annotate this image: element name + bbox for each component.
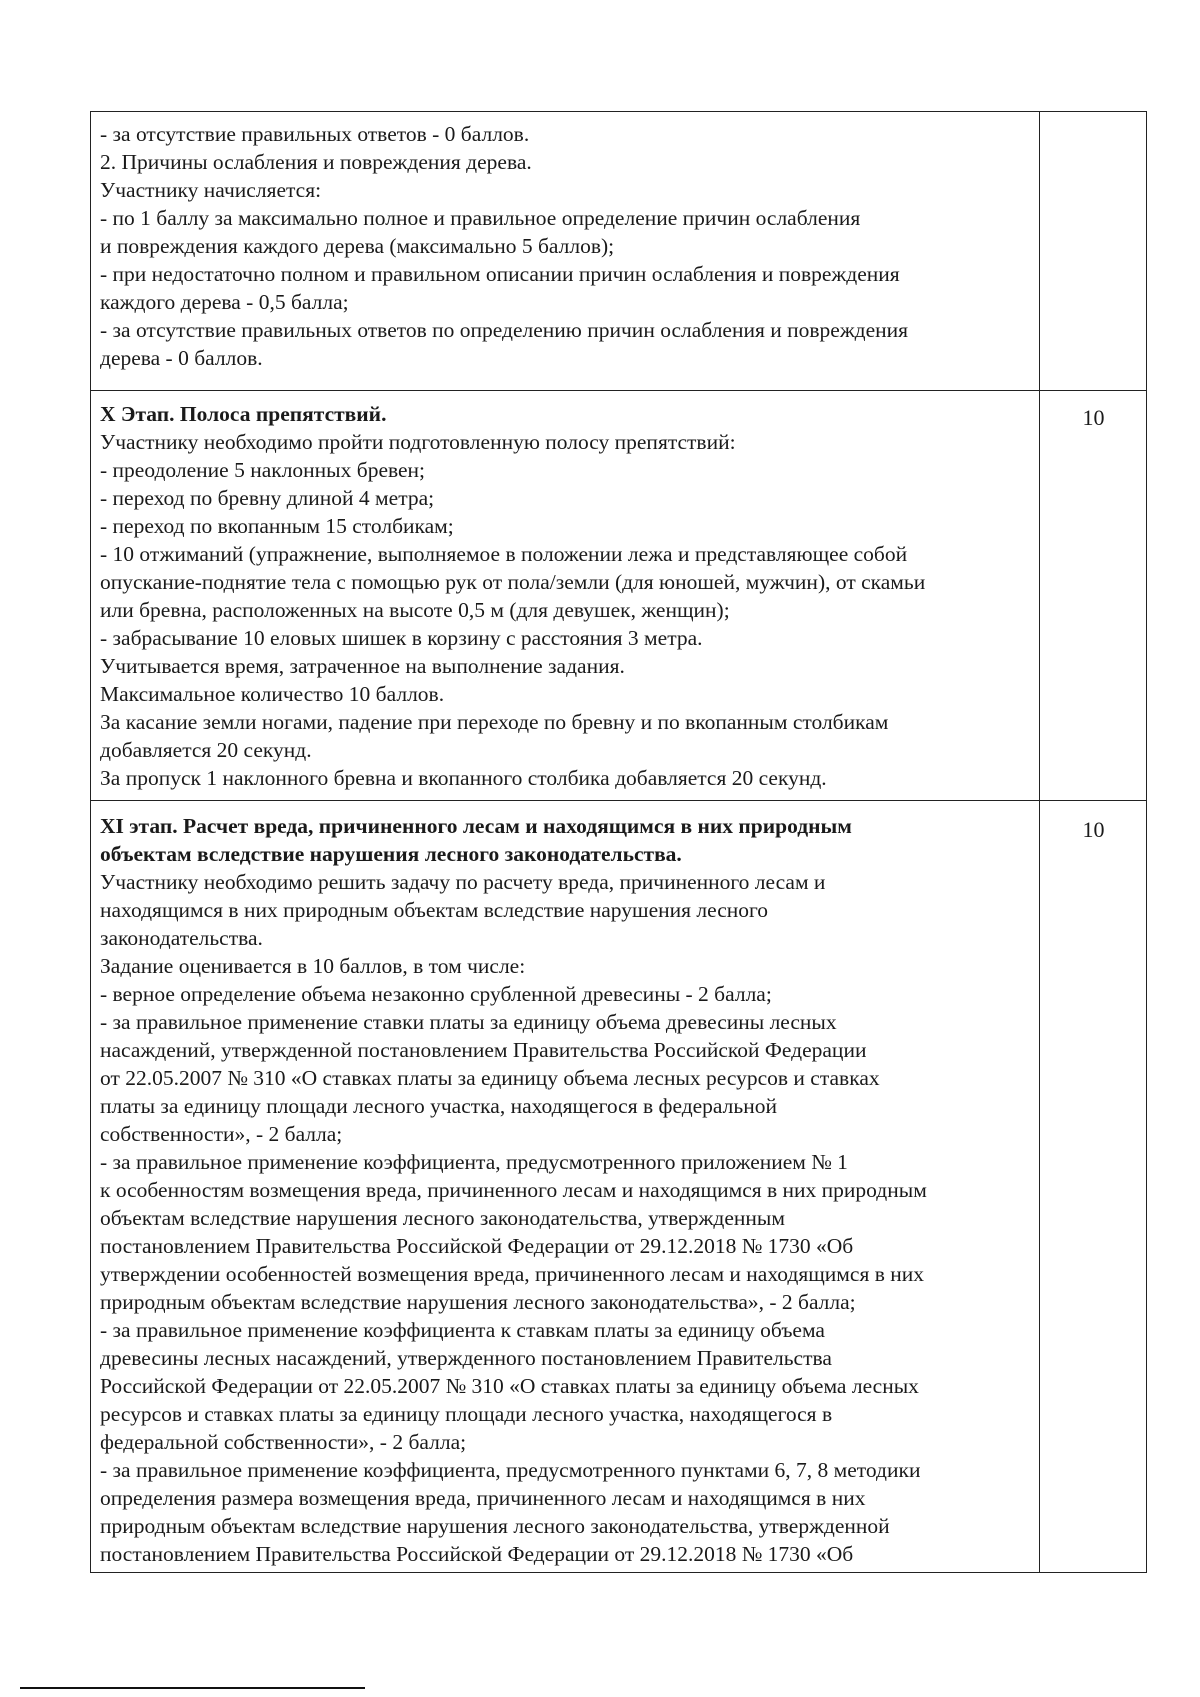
text-line: - забрасывание 10 еловых шишек в корзину с расстояния 3 метра.	[100, 626, 703, 650]
text-line: каждого дерева - 0,5 балла;	[100, 290, 349, 314]
text-line: - преодоление 5 наклонных бревен;	[100, 458, 426, 482]
stage-title: объектам вследствие нарушения лесного законодательства.	[100, 842, 682, 866]
text-line: - за отсутствие правильных ответов - 0 баллов.	[100, 122, 530, 146]
text-line: - за правильное применение ставки платы за единицу объема древесины лесных	[100, 1010, 837, 1034]
text-line: к особенностям возмещения вреда, причиненного лесам и находящимся в них природным	[100, 1178, 927, 1202]
text-line: ресурсов и ставках платы за единицу площади лесного участка, находящегося в	[100, 1402, 833, 1426]
text-line: и повреждения каждого дерева (максимально 5 баллов);	[100, 234, 615, 258]
text-line: добавляется 20 секунд.	[100, 738, 312, 762]
text-line: Участнику начисляется:	[100, 178, 322, 202]
text-line: Участнику необходимо решить задачу по расчету вреда, причиненного лесам и	[100, 870, 826, 894]
text-line: дерева - 0 баллов.	[100, 346, 263, 370]
text-line: насаждений, утвержденной постановлением Правительства Российской Федерации	[100, 1038, 867, 1062]
text-line: Участнику необходимо пройти подготовленную полосу препятствий:	[100, 430, 736, 454]
text-line: Российской Федерации от 22.05.2007 № 310 «О ставках платы за единицу объема лесных	[100, 1374, 919, 1398]
text-line: объектам вследствие нарушения лесного законодательства, утвержденным	[100, 1206, 785, 1230]
text-line: - по 1 баллу за максимально полное и правильное определение причин ослабления	[100, 206, 861, 230]
text-line: Задание оценивается в 10 баллов, в том числе:	[100, 954, 526, 978]
stage-title: XI этап. Расчет вреда, причиненного лесам и находящимся в них природным	[100, 814, 852, 838]
row-2-text	[100, 400, 1035, 792]
text-line: - переход по бревну длиной 4 метра;	[100, 486, 435, 510]
row-3-score: 10	[1082, 817, 1105, 842]
text-line: 2. Причины ослабления и повреждения дерева.	[100, 150, 532, 174]
text-line: природным объектам вследствие нарушения лесного законодательства, утвержденной	[100, 1514, 890, 1538]
text-line: - при недостаточно полном и правильном описании причин ослабления и повреждения	[100, 262, 900, 286]
text-line: Учитывается время, затраченное на выполнение задания.	[100, 654, 625, 678]
text-line: природным объектам вследствие нарушения лесного законодательства», - 2 балла;	[100, 1290, 856, 1314]
text-line: - 10 отжиманий (упражнение, выполняемое в положении лежа и представляющее собой	[100, 542, 908, 566]
text-line: законодательства.	[100, 926, 263, 950]
footnote-separator	[20, 1687, 365, 1689]
text-line: - за правильное применение коэффициента к ставкам платы за единицу объема	[100, 1318, 825, 1342]
text-line: от 22.05.2007 № 310 «О ставках платы за единицу объема лесных ресурсов и ставках	[100, 1066, 880, 1090]
text-line: находящимся в них природным объектам вследствие нарушения лесного	[100, 898, 769, 922]
stage-title: X Этап. Полоса препятствий.	[100, 402, 387, 426]
text-line: постановлением Правительства Российской Федерации от 29.12.2018 № 1730 «Об	[100, 1234, 854, 1258]
row-divider	[90, 800, 1147, 801]
text-line: - за правильное применение коэффициента, предусмотренного приложением № 1	[100, 1150, 848, 1174]
text-line: - за отсутствие правильных ответов по определению причин ослабления и повреждения	[100, 318, 909, 342]
text-line: Максимальное количество 10 баллов.	[100, 682, 445, 706]
text-line: постановлением Правительства Российской Федерации от 29.12.2018 № 1730 «Об	[100, 1542, 854, 1566]
row-divider	[90, 390, 1147, 391]
text-line: - верное определение объема незаконно срубленной древесины - 2 балла;	[100, 982, 772, 1006]
text-line: определения размера возмещения вреда, причиненного лесам и находящимся в них	[100, 1486, 866, 1510]
row-2-score: 10	[1082, 405, 1105, 430]
row-1-text	[100, 120, 1035, 372]
text-line: опускание-поднятие тела с помощью рук от пола/земли (для юношей, мужчин), от скамьи	[100, 570, 926, 594]
text-line: платы за единицу площади лесного участка, находящегося в федеральной	[100, 1094, 777, 1118]
text-line: федеральной собственности», - 2 балла;	[100, 1430, 467, 1454]
text-line: - за правильное применение коэффициента, предусмотренного пунктами 6, 7, 8 методики	[100, 1458, 921, 1482]
text-line: За касание земли ногами, падение при переходе по бревну и по вкопанным столбикам	[100, 710, 889, 734]
row-3-text	[100, 812, 1035, 1568]
text-line: За пропуск 1 наклонного бревна и вкопанного столбика добавляется 20 секунд.	[100, 766, 827, 790]
text-line: собственности», - 2 балла;	[100, 1122, 343, 1146]
text-line: древесины лесных насаждений, утвержденного постановлением Правительства	[100, 1346, 832, 1370]
text-line: - переход по вкопанным 15 столбикам;	[100, 514, 454, 538]
text-line: или бревна, расположенных на высоте 0,5 м (для девушек, женщин);	[100, 598, 730, 622]
text-line: утверждении особенностей возмещения вреда, причиненного лесам и находящимся в них	[100, 1262, 925, 1286]
